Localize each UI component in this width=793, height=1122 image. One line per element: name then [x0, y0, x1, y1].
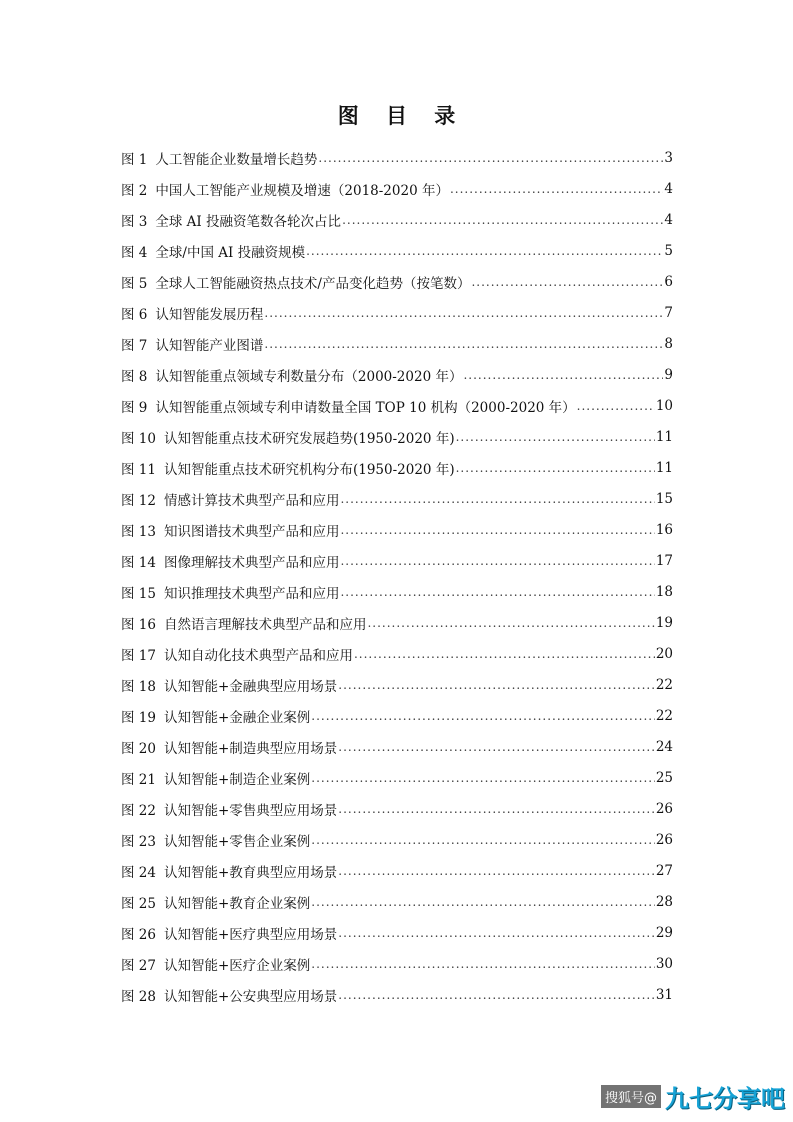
figure-title: 认知智能+制造企业案例: [163, 771, 311, 788]
figure-number: 图 2: [121, 182, 148, 199]
toc-entry[interactable]: [121, 390, 673, 421]
page-number: 29: [655, 924, 673, 941]
dot-leader: [342, 213, 663, 227]
figure-title: 认知智能重点技术研究发展趋势(1950-2020 年): [163, 430, 455, 447]
page-number: 28: [655, 893, 673, 910]
figure-title: 认知智能+金融典型应用场景: [163, 678, 338, 695]
dot-leader: [311, 833, 655, 847]
figure-number: 图 6: [121, 306, 148, 323]
figure-number: 图 11: [121, 461, 156, 478]
figure-title: 人工智能企业数量增长趋势: [155, 151, 318, 168]
toc-entry[interactable]: [121, 948, 673, 979]
page-number: 4: [664, 180, 673, 197]
dot-leader: [340, 492, 654, 506]
figure-title: 认知智能产业图谱: [155, 337, 264, 354]
figure-number: 图 5: [121, 275, 148, 292]
figure-title: 认知智能+制造典型应用场景: [163, 740, 338, 757]
page-number: 5: [664, 242, 673, 259]
dot-leader: [311, 957, 655, 971]
dot-leader: [338, 988, 655, 1002]
page-number: 31: [655, 986, 673, 1003]
page-number: 9: [664, 366, 673, 383]
figure-title: 知识推理技术典型产品和应用: [163, 585, 340, 602]
figure-number: 图 20: [121, 740, 156, 757]
figure-number: 图 4: [121, 244, 148, 261]
page-number: 22: [655, 707, 673, 724]
figure-title: 认知智能发展历程: [155, 306, 264, 323]
figure-number: 图 25: [121, 895, 156, 912]
figure-title: 认知智能+零售典型应用场景: [163, 802, 338, 819]
figure-number: 图 14: [121, 554, 156, 571]
figure-title: 自然语言理解技术典型产品和应用: [163, 616, 367, 633]
toc-entry[interactable]: [121, 607, 673, 638]
figure-title: 认知智能重点技术研究机构分布(1950-2020 年): [163, 461, 455, 478]
toc-entry[interactable]: [121, 979, 673, 1010]
dot-leader: [264, 337, 663, 351]
figure-title: 认知智能+零售企业案例: [163, 833, 311, 850]
figure-number: 图 15: [121, 585, 156, 602]
toc-entry[interactable]: [121, 204, 673, 235]
toc-entry[interactable]: [121, 359, 673, 390]
dot-leader: [456, 461, 655, 475]
watermark: [601, 1079, 785, 1114]
figure-number: 图 8: [121, 368, 148, 385]
figure-number: 图 26: [121, 926, 156, 943]
page-number: 4: [664, 211, 673, 228]
figure-title: 中国人工智能产业规模及增速（2018-2020 年）: [155, 182, 449, 199]
toc-entry[interactable]: [121, 855, 673, 886]
page-number: 27: [655, 862, 673, 879]
figure-title: 认知自动化技术典型产品和应用: [163, 647, 353, 664]
dot-leader: [311, 895, 655, 909]
page-number: 11: [655, 428, 673, 445]
figure-title: 认知智能+公安典型应用场景: [163, 988, 338, 1005]
page-number: 3: [664, 149, 673, 166]
page-number: 16: [655, 521, 673, 538]
dot-leader: [340, 523, 654, 537]
figure-number: 图 17: [121, 647, 156, 664]
toc-entry[interactable]: [121, 917, 673, 948]
toc-entry[interactable]: [121, 576, 673, 607]
toc-entry[interactable]: [121, 886, 673, 917]
page-number: 11: [655, 459, 673, 476]
watermark-source: 搜狐号@: [601, 1085, 661, 1108]
dot-leader: [338, 678, 655, 692]
figure-number: 图 19: [121, 709, 156, 726]
figure-title: 认知智能重点领域专利申请数量全国 TOP 10 机构（2000-2020 年）: [155, 399, 576, 416]
figure-number: 图 24: [121, 864, 156, 881]
figure-number: 图 3: [121, 213, 148, 230]
page-number: 30: [655, 955, 673, 972]
dot-leader: [311, 771, 655, 785]
page-number: 18: [655, 583, 673, 600]
toc-entry[interactable]: [121, 452, 673, 483]
figure-number: 图 9: [121, 399, 148, 416]
figure-number: 图 7: [121, 337, 148, 354]
page-number: 17: [655, 552, 673, 569]
figure-title: 认知智能+医疗企业案例: [163, 957, 311, 974]
dot-leader: [340, 554, 654, 568]
figure-title: 知识图谱技术典型产品和应用: [163, 523, 340, 540]
figure-title: 认知智能+教育企业案例: [163, 895, 311, 912]
toc-entry[interactable]: [121, 731, 673, 762]
table-of-figures: [121, 142, 673, 1010]
toc-entry[interactable]: [121, 235, 673, 266]
toc-entry[interactable]: [121, 545, 673, 576]
page-number: 6: [664, 273, 673, 290]
dot-leader: [264, 306, 663, 320]
page-number: 7: [664, 304, 673, 321]
figure-number: 图 28: [121, 988, 156, 1005]
page-number: 8: [664, 335, 673, 352]
dot-leader: [471, 275, 663, 289]
figure-number: 图 12: [121, 492, 156, 509]
toc-entry[interactable]: [121, 142, 673, 173]
page-number: 22: [655, 676, 673, 693]
figure-title: 全球 AI 投融资笔数各轮次占比: [155, 213, 342, 230]
page-number: 10: [655, 397, 673, 414]
figure-title: 全球/中国 AI 投融资规模: [155, 244, 306, 261]
toc-entry[interactable]: [121, 762, 673, 793]
page-number: 26: [655, 800, 673, 817]
toc-entry[interactable]: [121, 483, 673, 514]
toc-entry[interactable]: [121, 700, 673, 731]
figure-number: 图 22: [121, 802, 156, 819]
figure-number: 图 21: [121, 771, 156, 788]
page-number: 19: [655, 614, 673, 631]
dot-leader: [354, 647, 655, 661]
toc-entry[interactable]: [121, 793, 673, 824]
toc-entry[interactable]: [121, 514, 673, 545]
dot-leader: [463, 368, 663, 382]
figure-title: 认知智能+医疗典型应用场景: [163, 926, 338, 943]
dot-leader: [318, 151, 663, 165]
figure-number: 图 18: [121, 678, 156, 695]
toc-entry[interactable]: [121, 669, 673, 700]
page-number: 26: [655, 831, 673, 848]
figure-number: 图 16: [121, 616, 156, 633]
dot-leader: [338, 926, 655, 940]
figure-title: 情感计算技术典型产品和应用: [163, 492, 340, 509]
dot-leader: [367, 616, 654, 630]
watermark-brand: 九七分享吧: [665, 1085, 785, 1113]
figure-title: 全球人工智能融资热点技术/产品变化趋势（按笔数）: [155, 275, 471, 292]
toc-entry[interactable]: [121, 638, 673, 669]
figure-number: 图 23: [121, 833, 156, 850]
toc-entry[interactable]: [121, 173, 673, 204]
dot-leader: [338, 740, 655, 754]
toc-entry[interactable]: [121, 297, 673, 328]
figure-number: 图 13: [121, 523, 156, 540]
figure-title: 认知智能+金融企业案例: [163, 709, 311, 726]
toc-entry[interactable]: [121, 266, 673, 297]
figure-number: 图 10: [121, 430, 156, 447]
dot-leader: [306, 244, 663, 258]
figure-number: 图 27: [121, 957, 156, 974]
dot-leader: [456, 430, 655, 444]
dot-leader: [338, 802, 655, 816]
toc-entry[interactable]: [121, 328, 673, 359]
dot-leader: [340, 585, 654, 599]
toc-entry[interactable]: [121, 824, 673, 855]
dot-leader: [450, 182, 663, 196]
figure-title: 图像理解技术典型产品和应用: [163, 554, 340, 571]
dot-leader: [577, 399, 655, 413]
figure-title: 认知智能+教育典型应用场景: [163, 864, 338, 881]
figure-number: 图 1: [121, 151, 148, 168]
page-number: 24: [655, 738, 673, 755]
page-number: 15: [655, 490, 673, 507]
dot-leader: [338, 864, 655, 878]
page-title: 图 目 录: [337, 103, 466, 128]
figure-title: 认知智能重点领域专利数量分布（2000-2020 年）: [155, 368, 463, 385]
page-number: 25: [655, 769, 673, 786]
toc-entry[interactable]: [121, 421, 673, 452]
dot-leader: [311, 709, 655, 723]
page-number: 20: [655, 645, 673, 662]
